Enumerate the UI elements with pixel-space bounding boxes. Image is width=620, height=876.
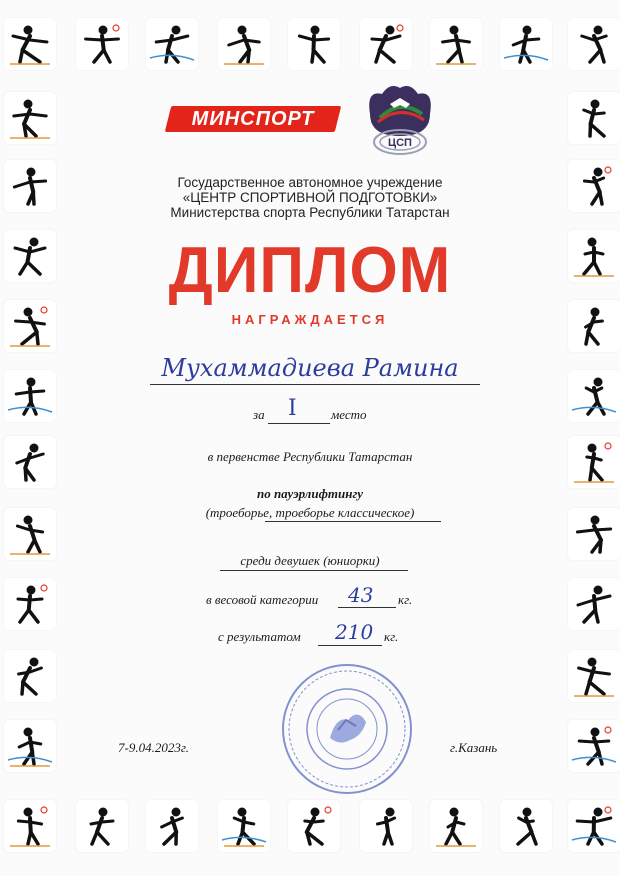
- org-line-2: «ЦЕНТР СПОРТИВНОЙ ПОДГОТОВКИ»: [182, 190, 438, 205]
- csp-logo: [360, 78, 440, 158]
- svg-text:ЦСП: ЦСП: [388, 137, 412, 149]
- diploma-subtitle: НАГРАЖДАЕТСЯ: [231, 312, 389, 327]
- result-value: 210: [335, 620, 374, 644]
- sport-pictogram-icon: [146, 18, 198, 70]
- date: 7-9.04.2023г.: [118, 740, 189, 755]
- sport: по пауэрлифтингу: [256, 486, 364, 501]
- category-underline: [220, 570, 408, 571]
- place-value: I: [288, 396, 297, 421]
- weight-underline: [338, 607, 396, 608]
- weight-value: 43: [348, 583, 374, 607]
- sport-pictogram-icon: [568, 800, 620, 852]
- recipient-name: Мухаммадиева Рамина: [161, 354, 459, 382]
- place-prefix: за: [253, 407, 265, 422]
- result-unit: кг.: [384, 629, 399, 644]
- sport-pictogram-icon: [360, 18, 412, 70]
- minsport-logo: [165, 106, 341, 132]
- sport-pictogram-icon: [218, 800, 270, 852]
- sport-pictogram-icon: [568, 18, 620, 70]
- org-line-3: Министерства спорта Республики Татарстан: [170, 205, 450, 220]
- weight-prefix: в весовой категории: [206, 592, 319, 607]
- sport-pictogram-icon: [146, 800, 198, 852]
- sport-pictogram-icon: [288, 800, 340, 852]
- result-underline: [318, 645, 382, 646]
- sport-pictogram-icon: [4, 18, 56, 70]
- minsport-logo-text: МИНСПОРТ: [191, 108, 315, 130]
- competition: в первенстве Республики Татарстан: [207, 449, 413, 464]
- place-underline: [268, 423, 330, 424]
- sport-pictogram-icon: [76, 800, 128, 852]
- sport-pictogram-icon: [568, 578, 620, 630]
- sport-pictogram-icon: [430, 18, 482, 70]
- category: среди девушек (юниорки): [240, 553, 380, 568]
- weight-unit: кг.: [398, 592, 413, 607]
- city: г.Казань: [450, 740, 498, 755]
- sport-pictogram-icon: [76, 18, 128, 70]
- sport-pictogram-icon: [4, 720, 56, 772]
- result-prefix: с результатом: [218, 629, 301, 644]
- place-suffix: место: [331, 407, 367, 422]
- sport-pictogram-icon: [4, 650, 56, 702]
- sport-pictogram-icon: [4, 92, 56, 144]
- sport-pictogram-icon: [4, 578, 56, 630]
- recipient-underline: [150, 384, 480, 385]
- sport-pictogram-icon: [500, 800, 552, 852]
- official-seal: [278, 660, 416, 798]
- sport-pictogram-icon: [218, 18, 270, 70]
- diploma-title: ДИПЛОМ: [168, 234, 452, 307]
- sport-pictogram-icon: [500, 18, 552, 70]
- sport-pictogram-icon: [288, 18, 340, 70]
- sport-pictogram-icon: [360, 800, 412, 852]
- sport-pictogram-icon: [568, 720, 620, 772]
- discipline-underline: [265, 521, 441, 522]
- sport-pictogram-icon: [568, 92, 620, 144]
- sport-pictogram-icon: [568, 650, 620, 702]
- discipline: (троеборье, троеборье классическое): [205, 505, 415, 520]
- sport-pictogram-icon: [4, 800, 56, 852]
- sport-pictogram-icon: [430, 800, 482, 852]
- org-line-1: Государственное автономное учреждение: [177, 175, 443, 190]
